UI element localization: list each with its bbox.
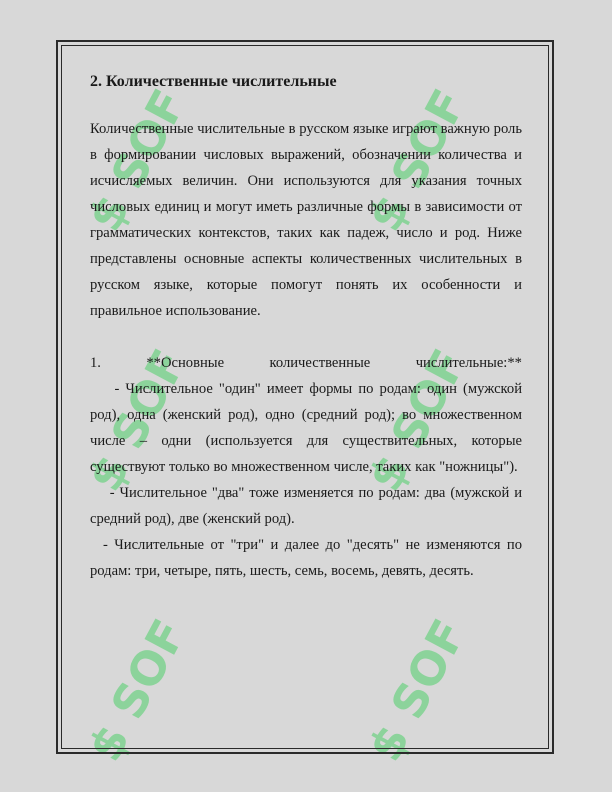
intro-paragraph: Количественные числительные в русском языке играют важную роль в формировании числовых выражений, обозначении количества и исчисляемых величин. Они используются для указания точных числовых единиц и могут иметь различные формы в зависимости от грамматических контекстов, таких как падеж, число и род. Ниже представлены основные аспекты количественных числительных в русском языке, которые помогут понять их особенности и правильное использование. [90,121,522,319]
paragraph-one: - Числительное "один" имеет формы по родам: один (мужской род), одна (женский род), одно (средний род); во множественном числе – одни (используется для существительных, которые существуют только во множественном числе, таких как "ножницы"). [90,381,526,475]
svg-text:$ SOFF: $ SOFF [77,79,197,240]
list-word: числительные:** [415,355,522,371]
svg-text:$ SOFF: $ SOFF [357,609,477,770]
svg-text:$ SOFF: $ SOFF [357,339,477,500]
paragraph-gap [90,324,522,350]
paragraph-three: - Числительные от "три" и далее до "десять" не изменяются по родам: три, четыре, пять, шесть, семь, восемь, девять, десять. [90,537,526,579]
list-number: 1. [90,355,101,371]
list-item-heading [90,350,522,376]
section-heading: 2. Количественные числительные [90,73,337,90]
document-content [90,70,526,584]
list-word: количественные [269,355,371,371]
svg-text:$ SOFF: $ SOFF [357,79,477,240]
list-word: **Основные [146,355,225,371]
paragraph-two: - Числительное "два" тоже изменяется по родам: два (мужской и средний род), две (женский род). [90,485,526,527]
svg-text:$ SOFF: $ SOFF [77,339,197,500]
svg-text:$ SOFF: $ SOFF [77,609,197,770]
